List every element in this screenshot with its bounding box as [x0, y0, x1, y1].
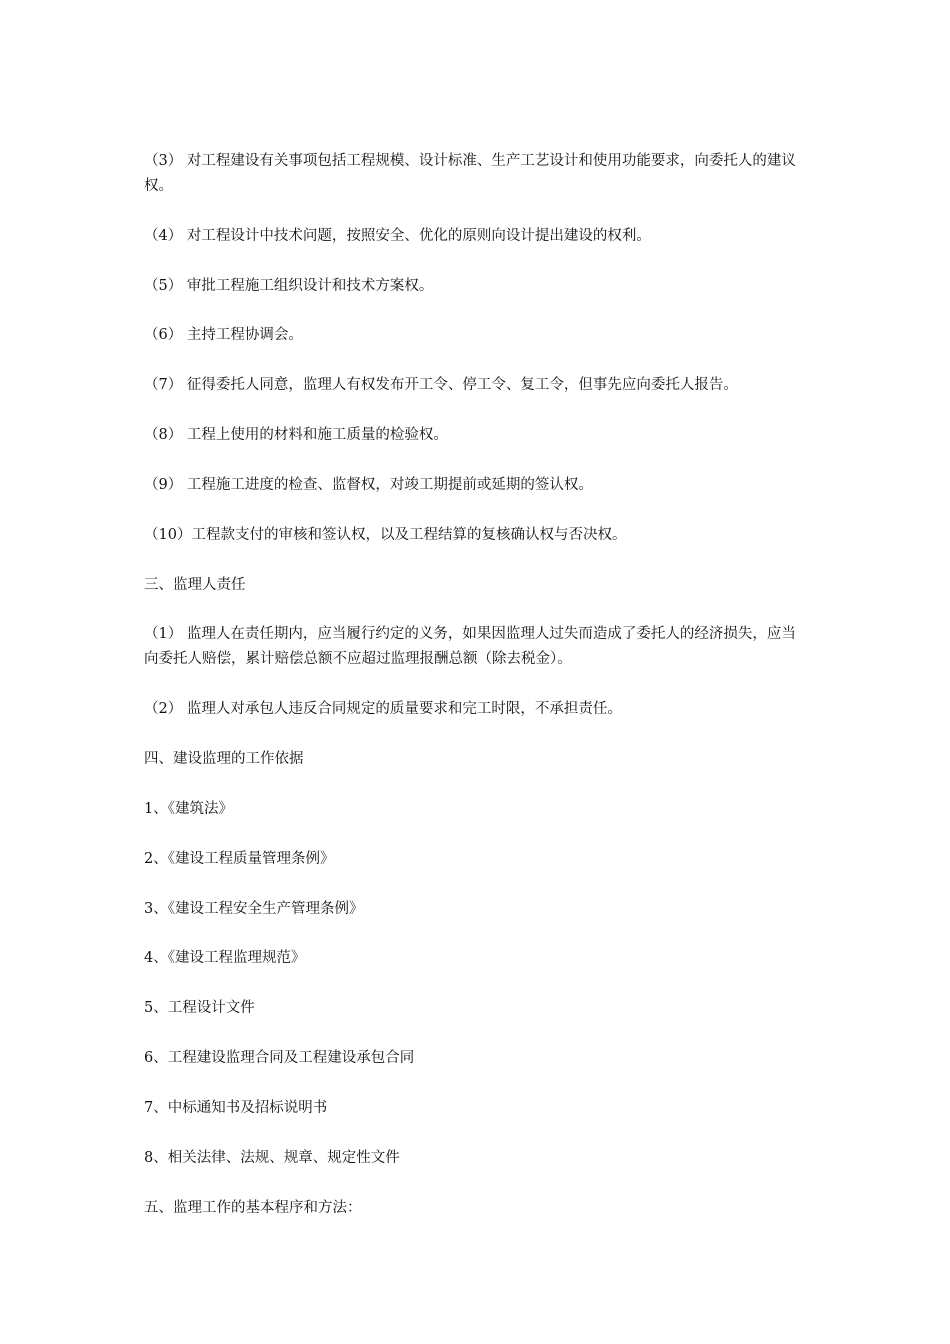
clause-3-paragraph: （3） 对工程建设有关事项包括工程规模、设计标准、生产工艺设计和使用功能要求，向委托人的建议权。	[144, 153, 796, 194]
liability-1-paragraph: （1） 监理人在责任期内，应当履行约定的义务，如果因监理人过失而造成了委托人的经济损失，应当向委托人赔偿，累计赔偿总额不应超过监理报酬总额（除去税金）。	[144, 626, 796, 667]
basis-item-7: 7、中标通知书及招标说明书	[144, 1100, 328, 1116]
basis-item-6: 6、工程建设监理合同及工程建设承包合同	[144, 1050, 415, 1066]
basis-item-2: 2、《建设工程质量管理条例》	[144, 851, 335, 867]
section-4-heading: 四、建设监理的工作依据	[144, 751, 304, 767]
clause-9-paragraph: （9） 工程施工进度的检查、监督权，对竣工期提前或延期的签认权。	[144, 477, 593, 493]
clause-4-paragraph: （4） 对工程设计中技术问题，按照安全、优化的原则向设计提出建设的权利。	[144, 228, 651, 244]
section-3-heading: 三、监理人责任	[144, 577, 246, 593]
basis-item-1: 1、《建筑法》	[144, 801, 233, 817]
clause-8-paragraph: （8） 工程上使用的材料和施工质量的检验权。	[144, 427, 448, 443]
clause-10-paragraph: （10）工程款支付的审核和签认权，以及工程结算的复核确认权与否决权。	[144, 527, 627, 543]
basis-item-8: 8、相关法律、法规、规章、规定性文件	[144, 1150, 400, 1166]
basis-item-4: 4、《建设工程监理规范》	[144, 950, 306, 966]
clause-5-paragraph: （5） 审批工程施工组织设计和技术方案权。	[144, 278, 434, 294]
clause-6-paragraph: （6） 主持工程协调会。	[144, 327, 303, 343]
basis-item-3: 3、《建设工程安全生产管理条例》	[144, 901, 364, 917]
basis-item-5: 5、工程设计文件	[144, 1000, 255, 1016]
liability-2-paragraph: （2） 监理人对承包人违反合同规定的质量要求和完工时限，不承担责任。	[144, 701, 622, 717]
clause-7-paragraph: （7） 征得委托人同意，监理人有权发布开工令、停工令、复工令，但事先应向委托人报告。	[144, 377, 738, 393]
section-5-heading: 五、监理工作的基本程序和方法：	[144, 1200, 362, 1216]
